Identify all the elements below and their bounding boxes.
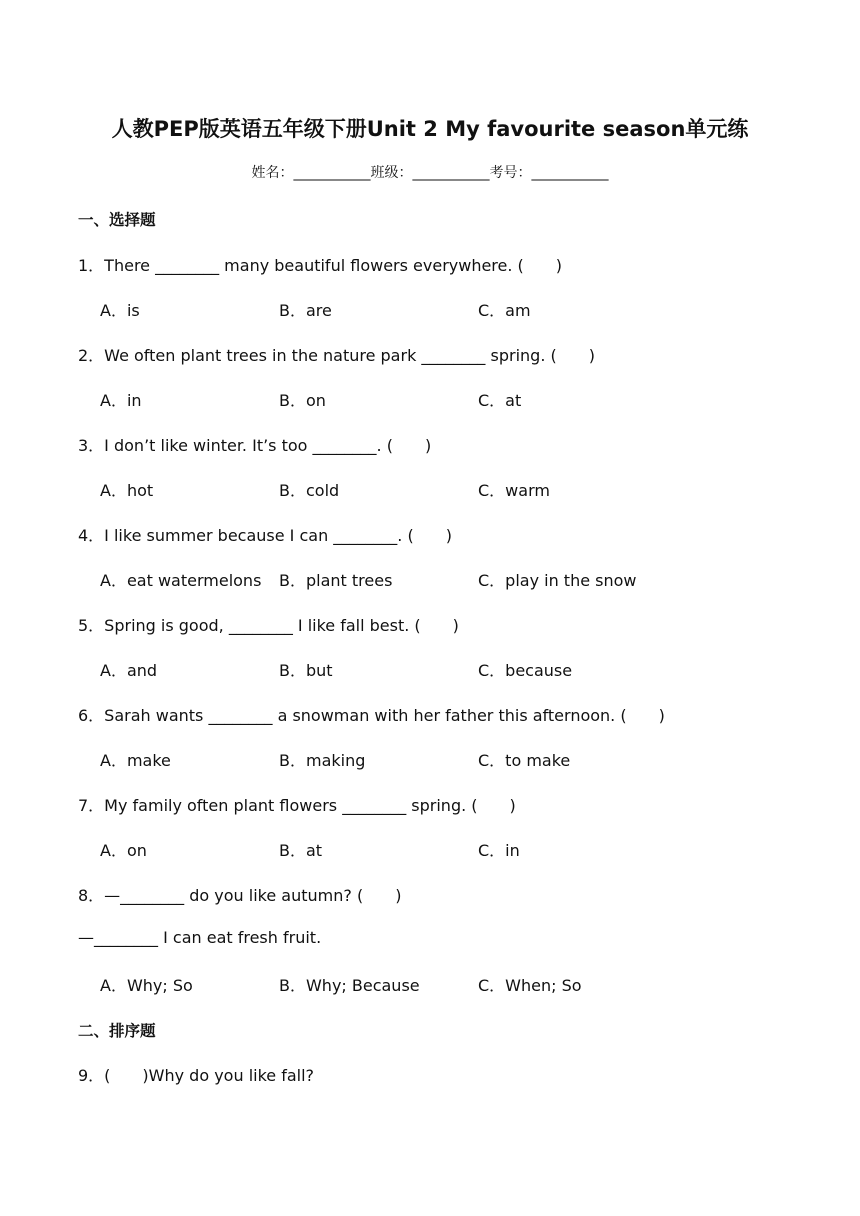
q6-option-c: C．to make	[478, 751, 571, 770]
q8-option-c: C．When; So	[478, 976, 582, 995]
question-2: 2．We often plant trees in the nature park ________ spring. ( )	[78, 346, 595, 365]
q2-option-a: A．in	[100, 391, 142, 410]
section-heading-ordering: 二、排序题	[78, 1022, 156, 1040]
q7-option-c: C．in	[478, 841, 520, 860]
q8-option-a: A．Why; So	[100, 976, 193, 995]
q3-option-c: C．warm	[478, 481, 550, 500]
question-8: 8．—________ do you like autumn? ( )	[78, 886, 402, 905]
q3-option-b: B．cold	[279, 481, 340, 500]
question-3: 3．I don’t like winter. It’s too ________. ( )	[78, 436, 432, 455]
q7-option-a: A．on	[100, 841, 147, 860]
question-7: 7．My family often plant flowers ________ spring. ( )	[78, 796, 516, 815]
q5-option-b: B．but	[279, 661, 333, 680]
page-title: 人教PEP版英语五年级下册Unit 2 My favourite season单元练	[111, 117, 749, 141]
question-6: 6．Sarah wants ________ a snowman with her father this afternoon. ( )	[78, 706, 665, 725]
question-1: 1．There ________ many beautiful flowers everywhere. ( )	[78, 256, 563, 275]
q1-option-c: C．am	[478, 301, 531, 320]
q4-option-b: B．plant trees	[279, 571, 393, 590]
q5-option-a: A．and	[100, 661, 158, 680]
q5-option-c: C．because	[478, 661, 573, 680]
question-4: 4．I like summer because I can ________. ( )	[78, 526, 452, 545]
q6-option-a: A．make	[100, 751, 171, 770]
q3-option-a: A．hot	[100, 481, 154, 500]
q4-option-c: C．play in the snow	[478, 571, 637, 590]
q4-option-a: A．eat watermelons	[100, 571, 262, 590]
q2-option-b: B．on	[279, 391, 326, 410]
q8-option-b: B．Why; Because	[279, 976, 420, 995]
q6-option-b: B．making	[279, 751, 366, 770]
question-5: 5．Spring is good, ________ I like fall best. ( )	[78, 616, 459, 635]
question-8-reply: —________ I can eat fresh fruit.	[78, 928, 322, 947]
student-info-line: 姓名：___________班级：___________考号：___________	[251, 165, 609, 181]
section-heading-choice: 一、选择题	[78, 211, 156, 229]
q1-option-b: B．are	[279, 301, 332, 320]
q2-option-c: C．at	[478, 391, 522, 410]
q7-option-b: B．at	[279, 841, 323, 860]
q1-option-a: A．is	[100, 301, 140, 320]
question-9: 9．( )Why do you like fall?	[78, 1066, 315, 1085]
